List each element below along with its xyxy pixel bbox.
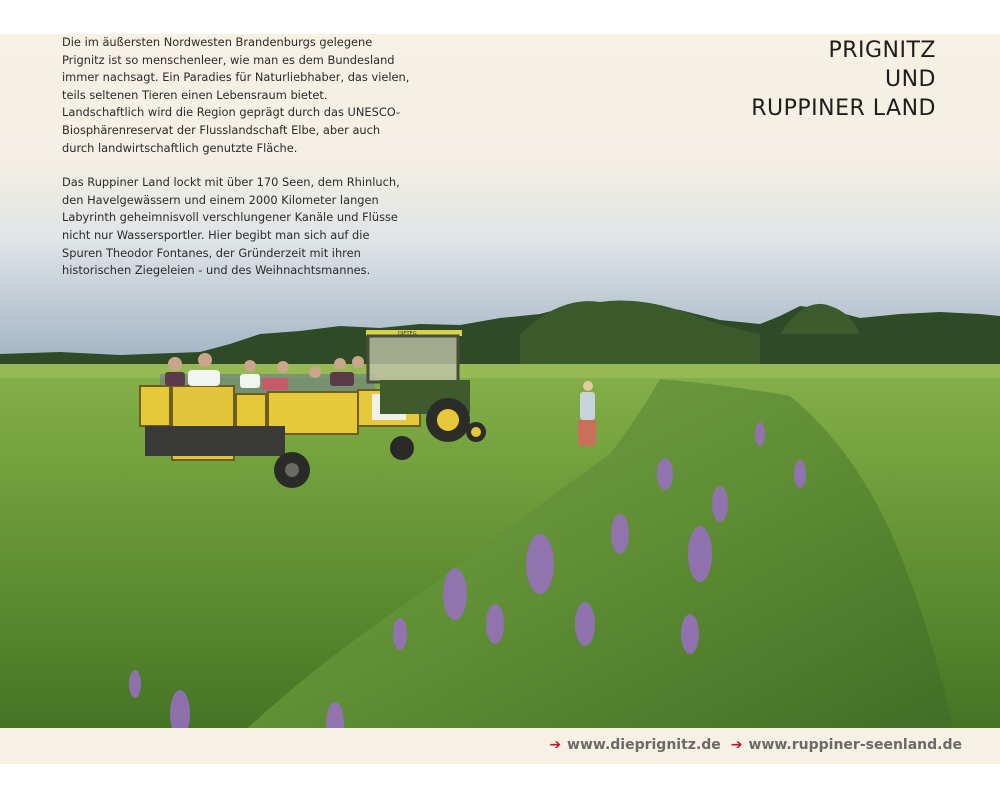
intro-paragraph-prignitz: Die im äußersten Nordwesten Brandenburgs gelegene Prignitz ist so menschenleer, wie man es dem Bundesland immer nachsagt. Ein Paradies für Naturliebhaber, das vielen, teils seltenen Tieren einen Lebensraum bietet. Landschaftlich wird die Region geprägt durch das UNESCO-Biosphärenreservat der Flusslandschaft Elbe, aber auch durch landwirtschaftlich genutzte Fläche.	[62, 35, 410, 155]
tractor-label: DIETEG	[398, 331, 417, 337]
link-dieprignitz[interactable]: www.dieprignitz.de	[567, 737, 721, 753]
intro-text	[62, 34, 412, 297]
page-title	[751, 36, 936, 123]
arrow-right-icon: ➔	[730, 737, 743, 753]
intro-paragraph-ruppiner-land: Das Ruppiner Land lockt mit über 170 Seen, dem Rhinluch, den Havelgewässern und einem 2000 Kilometer langen Labyrinth geheimnisvoll verschlungener Kanäle und Flüsse nicht nur Wassersportler. Hier begibt man sich auf die Spuren Theodor Fontanes, der Gründerzeit mit ihren historischen Ziegeleien - und des Weihnachtsmannes.	[62, 175, 400, 278]
link-ruppiner-seenland[interactable]: www.ruppiner-seenland.de	[748, 737, 962, 753]
arrow-right-icon: ➔	[549, 737, 562, 753]
title-line-ruppiner-land: RUPPINER LAND	[751, 96, 936, 121]
footer-links	[539, 737, 962, 753]
footer-bar	[0, 728, 1000, 764]
title-line-und: UND	[885, 67, 936, 92]
brochure-page	[0, 34, 1000, 764]
title-line-prignitz: PRIGNITZ	[828, 38, 936, 63]
